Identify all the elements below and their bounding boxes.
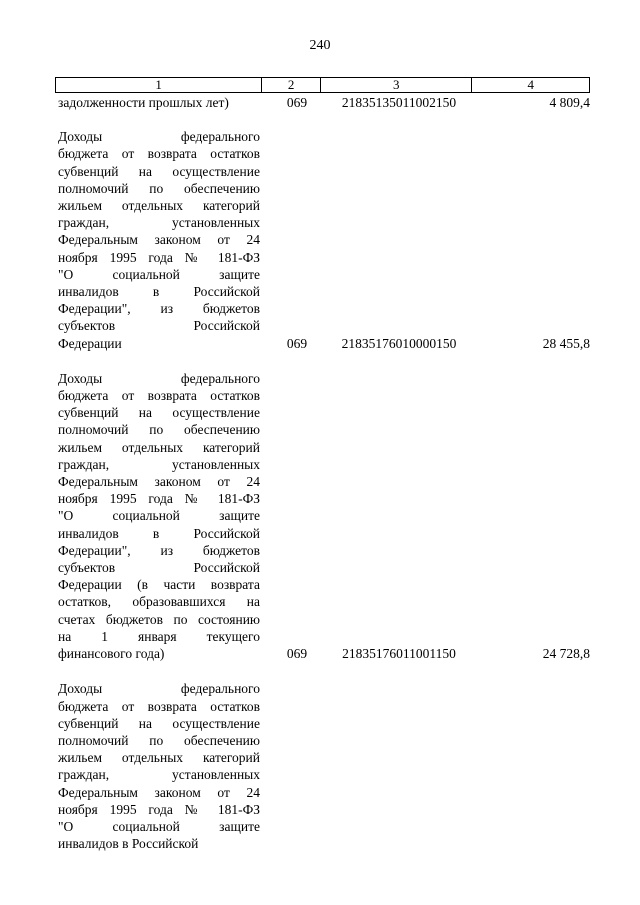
header-col-4: 4 bbox=[527, 77, 534, 92]
description-line: на 1 января текущего bbox=[58, 628, 260, 644]
description-line: "О социальной защите bbox=[58, 266, 260, 282]
description-line: граждан, установленных bbox=[58, 767, 260, 783]
description-line: Доходы федерального bbox=[58, 129, 260, 145]
row-description bbox=[58, 370, 260, 662]
page-number: 240 bbox=[309, 38, 331, 53]
description-line: инвалидов в Российской bbox=[58, 284, 260, 300]
description-line: субвенций на осуществление bbox=[58, 715, 260, 731]
description-line: "О социальной защите bbox=[58, 818, 260, 834]
table-header bbox=[55, 77, 590, 93]
row-admin-code: 069 bbox=[286, 335, 308, 351]
description-line: субъектов Российской bbox=[58, 318, 260, 334]
description-line: Федеральным законом от 24 bbox=[58, 232, 260, 248]
description-line: полномочий по обеспечению bbox=[58, 422, 260, 438]
row-description bbox=[58, 128, 260, 352]
description-line: субъектов Российской bbox=[58, 560, 260, 576]
row-description bbox=[58, 94, 260, 111]
description-line: субвенций на осуществление bbox=[58, 405, 260, 421]
row-budget-code: 21835135011002150 bbox=[341, 95, 457, 110]
description-line: полномочий по обеспечению bbox=[58, 180, 260, 196]
row-amount: 24 728,8 bbox=[542, 646, 590, 662]
description-line: счетах бюджетов по состоянию bbox=[58, 611, 260, 627]
table-row bbox=[58, 370, 590, 662]
row-amount: 28 455,8 bbox=[542, 335, 590, 351]
description-line: Федерации", из бюджетов bbox=[58, 542, 260, 558]
description-line: Доходы федерального bbox=[58, 681, 260, 697]
description-line: Федерации", из бюджетов bbox=[58, 301, 260, 317]
description-line: инвалидов в Российской bbox=[58, 836, 199, 852]
row-admin-code: 069 bbox=[286, 95, 308, 110]
row-budget-code: 21835176011001150 bbox=[342, 646, 456, 662]
row-admin-code: 069 bbox=[286, 646, 308, 662]
description-line: задолженности прошлых лет) bbox=[58, 95, 229, 110]
description-line: ноября 1995 года № 181-ФЗ bbox=[58, 491, 260, 507]
description-line: полномочий по обеспечению bbox=[58, 732, 260, 748]
description-line: бюджета от возврата остатков bbox=[58, 146, 260, 162]
description-line: Федерации bbox=[58, 335, 122, 351]
header-col-3: 3 bbox=[321, 78, 472, 92]
description-line: Федеральным законом от 24 bbox=[58, 784, 260, 800]
description-line: ноября 1995 года № 181-ФЗ bbox=[58, 801, 260, 817]
header-col-1: 1 bbox=[56, 78, 262, 92]
table-row bbox=[58, 128, 590, 352]
description-line: Федеральным законом от 24 bbox=[58, 474, 260, 490]
description-line: жильем отдельных категорий bbox=[58, 198, 260, 214]
description-line: Доходы федерального bbox=[58, 370, 260, 386]
row-budget-code: 21835176010000150 bbox=[341, 335, 457, 351]
description-line: ноября 1995 года № 181-ФЗ bbox=[58, 249, 260, 265]
table-row bbox=[58, 94, 590, 111]
row-description bbox=[58, 680, 260, 852]
description-line: финансового года) bbox=[58, 646, 165, 662]
description-line: жильем отдельных категорий bbox=[58, 750, 260, 766]
header-col-2: 2 bbox=[262, 78, 321, 92]
description-line: жильем отдельных категорий bbox=[58, 439, 260, 455]
description-line: "О социальной защите bbox=[58, 508, 260, 524]
description-line: субвенций на осуществление bbox=[58, 163, 260, 179]
row-amount: 4 809,4 bbox=[549, 95, 590, 110]
description-line: Федерации (в части возврата bbox=[58, 577, 260, 593]
description-line: бюджета от возврата остатков bbox=[58, 388, 260, 404]
description-line: инвалидов в Российской bbox=[58, 525, 260, 541]
table-row bbox=[58, 680, 590, 852]
description-line: остатков, образовавшихся на bbox=[58, 594, 260, 610]
table-body bbox=[58, 94, 590, 870]
description-line: граждан, установленных bbox=[58, 456, 260, 472]
description-line: бюджета от возврата остатков bbox=[58, 698, 260, 714]
description-line: граждан, установленных bbox=[58, 215, 260, 231]
